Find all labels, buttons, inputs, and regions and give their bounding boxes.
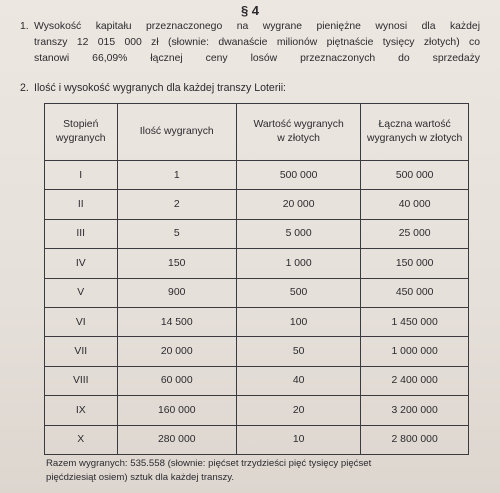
header-prize-value-l2: w złotych: [277, 133, 320, 144]
cell-total: 450 000: [361, 278, 469, 307]
cell-count: 2: [117, 190, 236, 219]
cell-total: 40 000: [361, 190, 469, 219]
cell-total: 1 450 000: [361, 307, 469, 336]
table-row: [45, 249, 469, 278]
cell-count: 900: [117, 278, 236, 307]
cell-value: 50: [236, 337, 360, 366]
section-heading: § 4: [240, 3, 260, 18]
header-total-value: [361, 104, 469, 161]
header-row: [45, 104, 469, 161]
cell-total: 500 000: [361, 161, 469, 190]
cell-tier: IX: [45, 396, 118, 425]
total-prizes-note: [46, 457, 474, 485]
cell-value: 500 000: [236, 161, 360, 190]
cell-value: 100: [236, 307, 360, 336]
header-prize-count: [117, 104, 236, 161]
cell-tier: I: [45, 161, 118, 190]
header-total-value-l2: wygranych w złotych: [366, 133, 463, 144]
cell-value: 20: [236, 396, 360, 425]
paragraph-2-text: Ilość i wysokość wygranych dla każdej transzy Loterii:: [34, 82, 286, 94]
cell-count: 14 500: [117, 307, 236, 336]
table-row: [45, 425, 469, 454]
cell-tier: IV: [45, 249, 118, 278]
table-row: [45, 278, 469, 307]
paragraph-2-number: 2.: [20, 82, 29, 94]
paragraph-1-number: 1.: [20, 21, 29, 32]
cell-tier: VIII: [45, 366, 118, 395]
cell-count: 5: [117, 219, 236, 248]
header-prize-tier-l2: wygranych: [55, 133, 106, 144]
cell-tier: V: [45, 278, 118, 307]
cell-tier: II: [45, 190, 118, 219]
cell-total: 25 000: [361, 219, 469, 248]
header-prize-value-l1: Wartość wygranych: [253, 119, 344, 130]
cell-value: 500: [236, 278, 360, 307]
header-total-value-l1: Łączna wartość: [378, 119, 451, 130]
cell-tier: VI: [45, 307, 118, 336]
cell-total: 3 200 000: [361, 396, 469, 425]
cell-count: 280 000: [117, 425, 236, 454]
header-prize-tier-l1: Stopień: [63, 119, 99, 130]
cell-value: 1 000: [236, 249, 360, 278]
paragraph-1: [20, 19, 480, 67]
table-row: [45, 307, 469, 336]
cell-total: 2 400 000: [361, 366, 469, 395]
cell-count: 160 000: [117, 396, 236, 425]
table-row: [45, 190, 469, 219]
cell-value: 10: [236, 425, 360, 454]
cell-tier: VII: [45, 337, 118, 366]
header-prize-tier: [45, 104, 118, 161]
total-prizes-line-1: Razem wygranych: 535.558 (słownie: pięćset trzydzieści pięć tysięcy pięćset: [46, 458, 372, 469]
prize-table-body: [45, 161, 469, 455]
prize-table: [44, 103, 469, 455]
cell-value: 40: [236, 366, 360, 395]
paragraph-2: [20, 82, 480, 94]
table-row: [45, 366, 469, 395]
table-row: [45, 219, 469, 248]
paragraph-1-line-3: stanowi 66,09% łącznej ceny losów przeznaczonych do sprzedaży: [34, 53, 480, 64]
cell-count: 150: [117, 249, 236, 278]
total-prizes-line-2: pięćdziesiąt osiem) sztuk dla każdej transzy.: [46, 472, 235, 483]
cell-value: 20 000: [236, 190, 360, 219]
paragraph-1-line-2: transzy 12 015 000 zł (słownie: dwanaście milionów piętnaście tysięcy złotych) co: [34, 37, 480, 48]
table-row: [45, 161, 469, 190]
cell-total: 150 000: [361, 249, 469, 278]
paragraph-1-line-1: Wysokość kapitału przeznaczonego na wygrane pieniężne wynosi dla każdej: [34, 21, 480, 32]
cell-value: 5 000: [236, 219, 360, 248]
header-prize-value: [236, 104, 360, 161]
table-row: [45, 337, 469, 366]
header-prize-count-l1: Ilość wygranych: [139, 126, 214, 137]
table-row: [45, 396, 469, 425]
cell-count: 1: [117, 161, 236, 190]
cell-total: 2 800 000: [361, 425, 469, 454]
cell-total: 1 000 000: [361, 337, 469, 366]
cell-tier: X: [45, 425, 118, 454]
prize-table-header: [45, 104, 469, 161]
cell-count: 60 000: [117, 366, 236, 395]
cell-tier: III: [45, 219, 118, 248]
cell-count: 20 000: [117, 337, 236, 366]
